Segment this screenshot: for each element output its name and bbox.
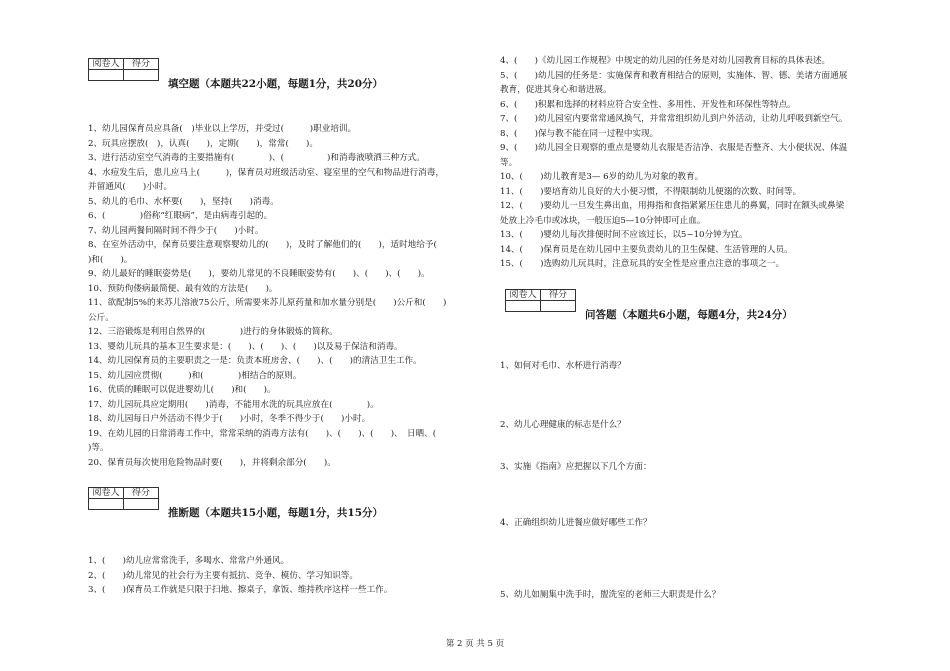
fill-question-line: 5、幼儿的毛巾、水杯要( )，坚持( )消毒。: [88, 196, 279, 207]
fill-question-line: 10、预防佝偻病最简便、最有效的方法是( )。: [88, 283, 278, 294]
judge-question-line: 7、( )幼儿园室内要常常通风换气，并常常组织幼儿到户外活动，让幼儿呼吸到新空气。: [500, 114, 848, 124]
fill-question-line: 20、保育员每次使用危险物品时要( )，并将剩余部分( )。: [88, 457, 336, 468]
fill-question-line: 13、婴幼儿玩具的基本卫生要求是：( )、( )、( )以及易于保洁和消毒。: [88, 341, 403, 352]
score-blank: [541, 301, 576, 312]
fill-question-line: 2、玩具应摆放( )，认真( )，定期( )，常常( )。: [88, 138, 318, 149]
fill-question-line: 7、幼儿园两餐间隔时间不得少于( )小时。: [88, 225, 264, 236]
score-box-qa: [505, 289, 576, 312]
judge-question-line: 5、( )幼儿园的任务是：实施保育和教育相结合的原则，实施体、智、德、美诸方面通展: [500, 70, 848, 81]
score-box-judge: [88, 487, 159, 510]
fill-section-title: 填空题（本题共22小题，每题1分，共20分）: [168, 78, 384, 90]
score-cell: 得分: [124, 59, 159, 70]
fill-question-line: 9、幼儿最好的睡眠姿势是( )，要幼儿常见的不良睡眠姿势有( )、( )、( )。: [88, 269, 430, 279]
judge-question-line: 教育，促进其身心和谐进展。: [500, 85, 612, 95]
fill-question-line: 6、( )俗称“红眼病”，是由病毒引起的。: [88, 211, 273, 221]
fill-question-line: 公斤。: [88, 312, 114, 323]
reviewer-cell: 阅卷人: [89, 488, 124, 499]
score-box-fill: [88, 58, 159, 81]
fill-question-line: 12、三浴锻炼是利用自然界的( )进行的身体锻炼的简称。: [88, 327, 338, 337]
judge-question-line: 13、( )婴幼儿每次排便时间不应该过长，以5~10分钟为宜。: [500, 230, 748, 240]
fill-question-line: )等。: [88, 443, 109, 453]
judge-question-line: 1、( )幼儿应常常洗手，多喝水、常常户外通风。: [88, 556, 290, 566]
qa-section-title: 问答题（本题共6小题，每题4分，共24分）: [585, 309, 793, 321]
fill-question-line: 18、幼儿园每日户外活动不得少于( )小时，冬季不得少于( )小时。: [88, 414, 371, 424]
judge-section-title: 推断题（本题共15小题，每题1分，共15分）: [168, 507, 384, 519]
judge-question-line: 6、( )积累和选择的材料应符合安全性、多用性、开发性和环保性等特点。: [500, 99, 796, 110]
fill-question-line: 11、欲配制5%的来苏儿溶液75公斤，所需要来苏儿原药量和加水量分别是( )公斤和( ): [88, 298, 447, 308]
judge-question-line: 10、( )幼儿教育是3— 6岁的幼儿为对象的教育。: [500, 172, 704, 182]
judge-question-line: 等。: [500, 157, 518, 168]
qa-question-line: 2、幼儿心理健康的标志是什么？: [500, 420, 626, 430]
score-cell: 得分: [541, 290, 576, 301]
score-blank: [124, 70, 159, 81]
qa-question-line: 3、实施《指南》应把握以下几个方面：: [500, 462, 652, 472]
fill-question-line: 15、幼儿园应贯彻( )和( )相结合的原则。: [88, 370, 302, 381]
page-footer: 第 2 页 共 5 页: [445, 639, 505, 649]
judge-question-line: 4、( )《幼儿园工作规程》中规定的幼儿园的任务是对幼儿园教育目标的具体表述。: [500, 56, 831, 66]
fill-question-line: 3、进行活动室空气消毒的主要措施有( )、( )和消毒液喷洒三种方式。: [88, 153, 425, 163]
qa-question-line: 1、如何对毛巾、水杯进行消毒？: [500, 361, 626, 371]
fill-question-line: 19、在幼儿园的日常消毒工作中，常常采纳的消毒方法有( )、( )、( )、 日晒、(: [88, 428, 454, 439]
fill-question-line: 并留通风( )小时。: [88, 182, 173, 192]
judge-question-line: 14、( )保育员是在幼儿园中主要负责幼儿的卫生保健、生活管理的人员。: [500, 244, 793, 255]
reviewer-blank: [506, 301, 541, 312]
judge-question-line: 2、( )幼儿常见的社会行为主要有抵抗、竞争、模仿、学习知识等。: [88, 570, 358, 581]
qa-question-line: 4、正确组织幼儿进餐应做好哪些工作？: [500, 518, 652, 528]
judge-question-line: 11、( )要培育幼儿良好的大小便习惯，不得限制幼儿便溺的次数、时间等。: [500, 186, 802, 197]
fill-question-line: 14、幼儿园保育员的主要职责之一是：负责本班房舍、( )、( )的清洁卫生工作。: [88, 356, 422, 366]
qa-question-line: 5、幼儿如厕集中洗手时，盥洗室的老师三大职责是什么？: [500, 590, 721, 600]
score-blank: [124, 499, 159, 510]
reviewer-blank: [89, 499, 124, 510]
judge-question-line: 12、( )要幼儿一旦发生鼻出血，用拇指和食指紧紧压住患儿的鼻翼，同时在额头或鼻梁: [500, 201, 845, 211]
judge-question-line: 9、( )幼儿园全日观察的重点是婴幼儿衣服是否洁净、衣服是否整齐、大小便状况、体温: [500, 143, 848, 153]
fill-question-line: 17、幼儿园玩具应定期用( )消毒，不能用水洗的玩具应放在( )。: [88, 399, 379, 410]
judge-question-line: 15、( )选购幼儿玩具时，注意玩具的安全性是应重点注意的事项之一。: [500, 259, 785, 269]
fill-question-line: 1、幼儿园保育员应具备( )毕业以上学历，并受过( )职业培训。: [88, 124, 357, 134]
judge-question-line: 3、( )保育员工作就是只限于扫地、擦桌子，拿饭、维持秩序这样一些工作。: [88, 585, 393, 595]
reviewer-cell: 阅卷人: [89, 59, 124, 70]
score-cell: 得分: [124, 488, 159, 499]
fill-question-line: )和( )。: [88, 254, 133, 265]
judge-question-line: 处放上冷毛巾或冰块，一般压迫5—10分钟即可止血。: [500, 215, 706, 226]
reviewer-blank: [89, 70, 124, 81]
reviewer-cell: 阅卷人: [506, 290, 541, 301]
fill-question-line: 4、水痘发生后，患儿应马上( )，保育员对班级活动室、寝室里的空气和物品进行消毒，: [88, 167, 444, 178]
judge-question-line: 8、( )保与教不能在同一过程中实现。: [500, 128, 659, 139]
fill-question-line: 8、在室外活动中，保育员要注意观察婴幼儿的( )，及时了解他们的( )，适时地给予(: [88, 240, 454, 250]
fill-question-line: 16、优质的睡眠可以促进婴幼儿( )和( )。: [88, 385, 276, 395]
